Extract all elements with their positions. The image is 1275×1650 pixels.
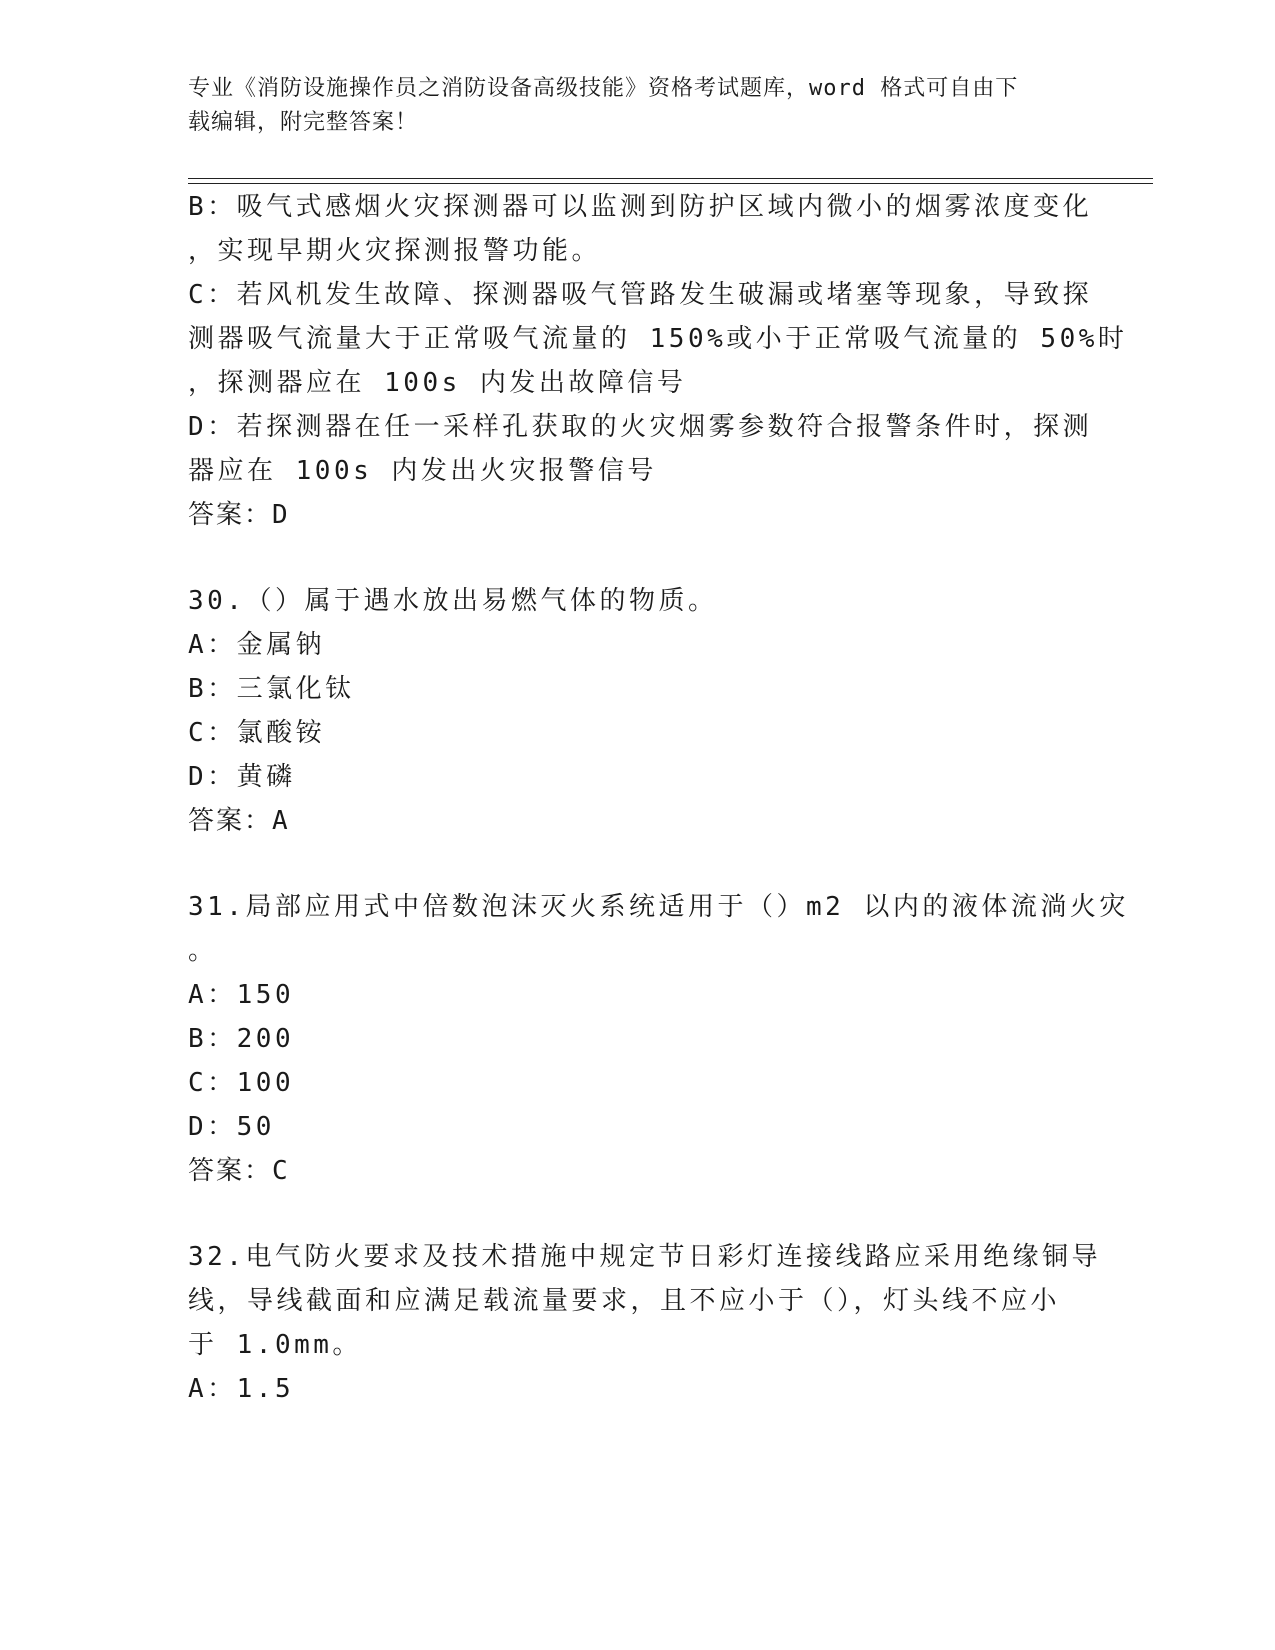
question-32-line-1: 32.电气防火要求及技术措施中规定节日彩灯连接线路应采用绝缘铜导	[188, 1242, 1101, 1272]
option-b-line-2: ，实现早期火灾探测报警功能。	[188, 236, 602, 266]
question-32-line-3: 于 1.0mm。	[188, 1330, 362, 1360]
header-line-1: 专业《消防设施操作员之消防设备高级技能》资格考试题库，word 格式可自由下	[188, 76, 1019, 101]
question-31-line-2: 。	[188, 936, 218, 966]
q31-option-a: A：150	[188, 980, 295, 1010]
q30-option-d: D：黄磷	[188, 762, 296, 792]
answer-29: 答案：D	[188, 500, 290, 530]
q31-option-b: B：200	[188, 1024, 295, 1054]
header-rule-bottom	[188, 183, 1153, 184]
q31-option-d: D：50	[188, 1112, 275, 1142]
document-header	[188, 72, 1088, 140]
header-rule-top	[188, 178, 1153, 179]
option-c-line-2: 测器吸气流量大于正常吸气流量的 150%或小于正常吸气流量的 50%时	[188, 324, 1128, 354]
question-30: 30.（）属于遇水放出易燃气体的物质。	[188, 586, 718, 616]
q30-option-a: A：金属钠	[188, 630, 326, 660]
answer-31: 答案：C	[188, 1156, 290, 1186]
answer-30: 答案：A	[188, 806, 290, 836]
q30-option-c: C：氯酸铵	[188, 718, 326, 748]
option-d-line-2: 器应在 100s 内发出火灾报警信号	[188, 456, 657, 486]
option-b-line-1: B：吸气式感烟火灾探测器可以监测到防护区域内微小的烟雾浓度变化	[188, 192, 1093, 222]
q30-option-b: B：三氯化钛	[188, 674, 355, 704]
q31-option-c: C：100	[188, 1068, 295, 1098]
option-c-line-1: C：若风机发生故障、探测器吸气管路发生破漏或堵塞等现象，导致探	[188, 280, 1093, 310]
option-c-line-3: ，探测器应在 100s 内发出故障信号	[188, 368, 687, 398]
question-32-line-2: 线，导线截面和应满足载流量要求，且不应小于（），灯头线不应小	[188, 1286, 1061, 1316]
q32-option-a: A：1.5	[188, 1374, 295, 1404]
option-d-line-1: D：若探测器在任一采样孔获取的火灾烟雾参数符合报警条件时，探测	[188, 412, 1093, 442]
question-31-line-1: 31.局部应用式中倍数泡沫灭火系统适用于（）m2 以内的液体流淌火灾	[188, 892, 1129, 922]
header-line-2: 载编辑，附完整答案！	[188, 110, 419, 135]
